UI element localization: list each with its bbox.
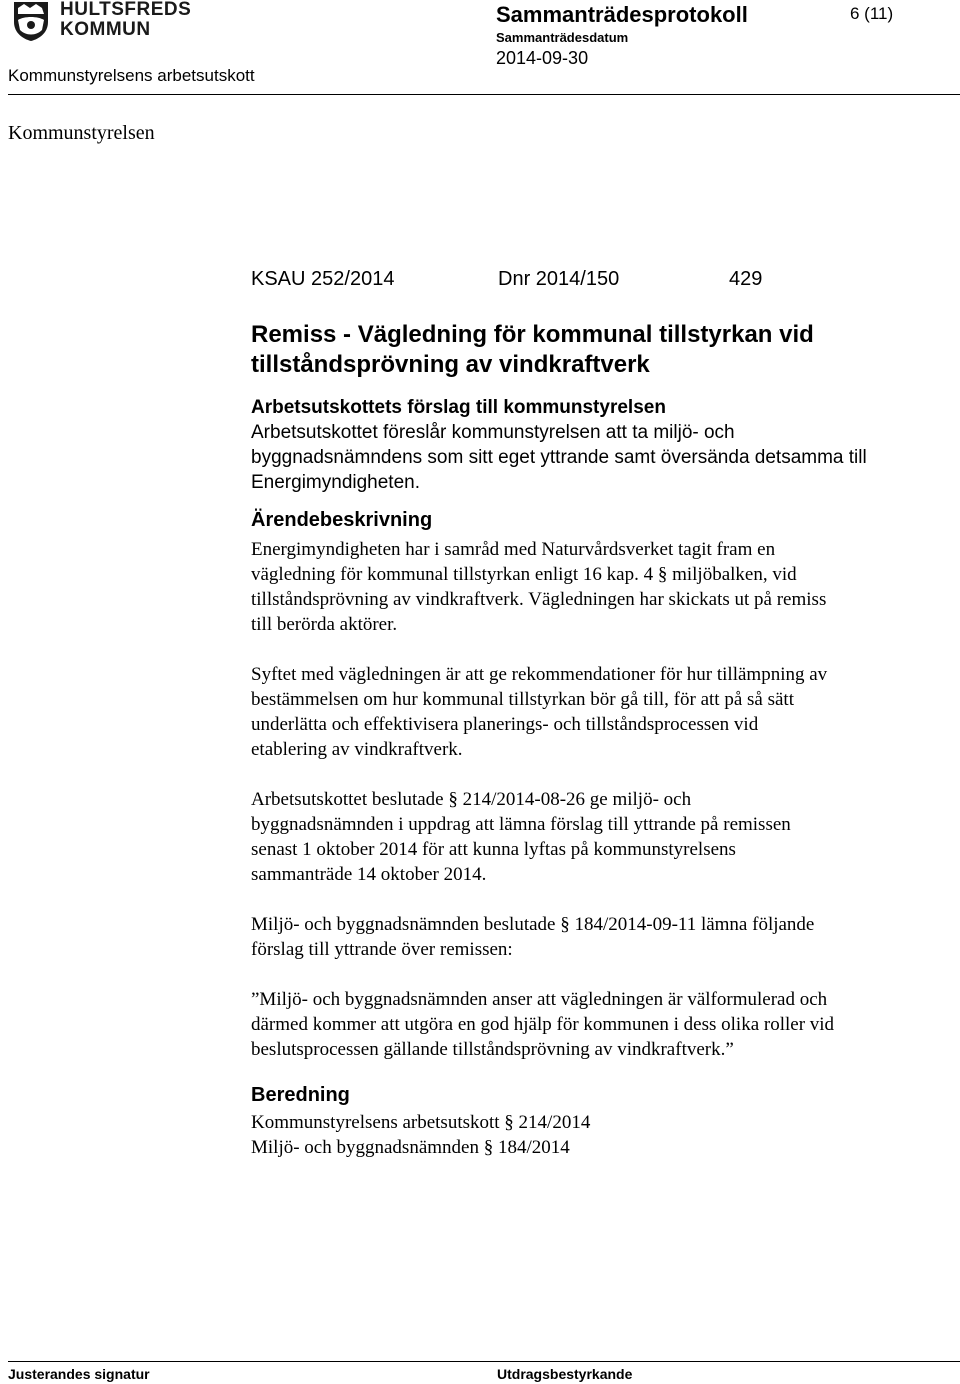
description-paragraph-1: Energimyndigheten har i samråd med Naturvårdsverket tagit fram en vägledning för kommunal tillstyrkan enligt 16 kap. 4 § miljöbalken, vid tillståndsprövning av vindkraftverk. Vägledningen har skickats ut på remiss till berörda aktörer. [251,539,827,635]
case-title: Remiss - Vägledning för kommunal tillstyrkan vid tillståndsprövning av vindkraftverk [251,321,814,378]
coat-of-arms-icon [12,0,50,42]
main-content [251,268,941,1160]
preparation-list: Kommunstyrelsens arbetsutskott § 214/2014 Miljö- och byggnadsnämnden § 184/2014 [251,1112,591,1158]
case-number: 429 [729,268,763,290]
description-heading: Ärendebeskrivning [251,509,433,531]
organization-subtitle: Kommunstyrelsens arbetsutskott [8,66,255,85]
signature-label: Justerandes signatur [8,1366,150,1382]
proposal-text: Arbetsutskottet föreslår kommunstyrelsen att ta miljö- och byggnadsnämndens som sitt eget yttrande samt översända detsamma till Energimyndigheten. [251,422,867,493]
logo-wordmark: HULTSFREDS KOMMUN [60,0,192,40]
meeting-date-label: Sammanträdesdatum [496,30,629,45]
header-divider [8,94,960,95]
proposal-heading: Arbetsutskottets förslag till kommunstyrelsen [251,397,666,418]
description-paragraph-3: Arbetsutskottet beslutade § 214/2014-08-26 ge miljö- och byggnadsnämnden i uppdrag att lämna förslag till yttrande på remissen senast 1 oktober 2014 för att kunna lyftas på kommunstyrelsens sammanträde 14 oktober 2014. [251,789,791,885]
description-paragraph-4: Miljö- och byggnadsnämnden beslutade § 184/2014-09-11 lämna följande förslag till yttrande över remissen: [251,914,815,960]
body-title: Kommunstyrelsen [8,122,155,144]
certification-label: Utdragsbestyrkande [497,1366,633,1382]
footer-divider [8,1361,960,1362]
ksau-reference: KSAU 252/2014 [251,268,395,290]
diary-number: Dnr 2014/150 [498,268,620,290]
meeting-date-value: 2014-09-30 [496,48,589,68]
document-title: Sammanträdesprotokoll [496,2,748,27]
case-reference-row [251,268,941,298]
description-paragraph-2: Syftet med vägledningen är att ge rekommendationer för hur tillämpning av bestämmelsen om hur kommunal tillstyrkan bör gå till, för att på så sätt underlätta och effektivisera planerings- och tillståndsprocessen vid etablering av vindkraftverk. [251,664,828,760]
page-number: 6 (11) [850,4,894,23]
preparation-heading: Beredning [251,1084,350,1106]
quoted-statement: ”Miljö- och byggnadsnämnden anser att vägledningen är välformulerad och därmed kommer att utgöra en god hjälp för kommunen i dess olika roller vid beslutsprocessen gällande tillståndsprövning av vindkraftverk.” [251,989,835,1060]
municipality-logo [8,0,192,44]
